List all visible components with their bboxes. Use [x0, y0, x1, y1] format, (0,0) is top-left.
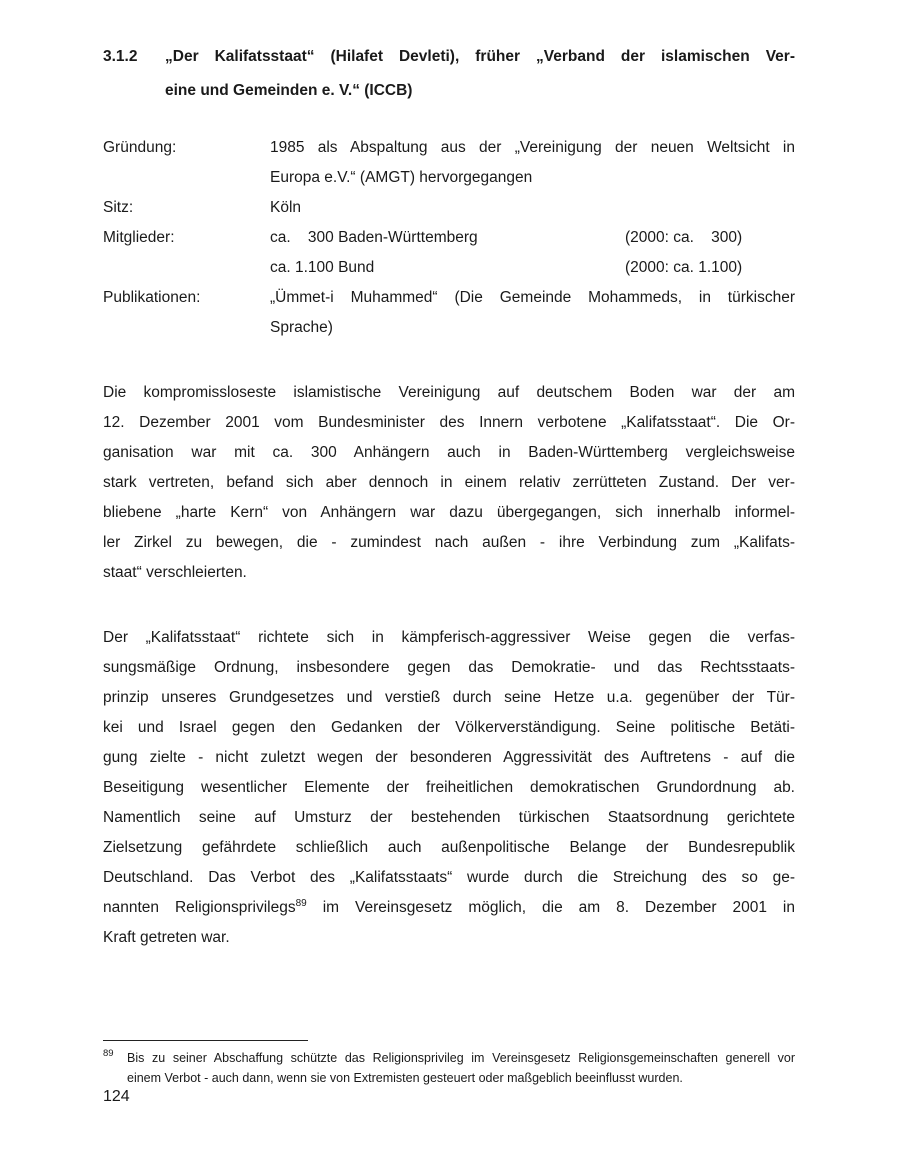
paragraph-line: 12. Dezember 2001 vom Bundesminister des Innern verbotene „Kalifatsstaat“. Die Or-	[103, 414, 795, 431]
paragraph-line: Deutschland. Das Verbot des „Kalifatsstaats“ wurde durch die Streichung des so ge-	[103, 869, 795, 886]
paragraph-line: Kraft getreten war.	[103, 929, 230, 946]
field-value-line: Sprache)	[270, 319, 333, 336]
field-value-gruendung	[270, 133, 795, 193]
footnote-line: Bis zu seiner Abschaffung schützte das Religionsprivileg im Vereinsgesetz Religionsgemeinschaften generell vor	[127, 1051, 795, 1065]
body-paragraph-1	[103, 378, 795, 588]
membership-region-count: ca. 1.100 Bund	[270, 259, 375, 276]
membership-line	[270, 223, 795, 253]
membership-prior-year: (2000: ca. 300)	[625, 229, 743, 246]
footnote	[103, 1048, 795, 1088]
membership-region-count: ca. 300 Baden-Württemberg	[270, 229, 478, 246]
paragraph-line: Namentlich seine auf Umsturz der bestehenden türkischen Staatsordnung gerichtete	[103, 809, 795, 826]
field-label-publikationen: Publikationen:	[103, 289, 201, 306]
heading-line: „Der Kalifatsstaat“ (Hilafet Devleti), früher „Verband der islamischen Ver-	[165, 48, 795, 65]
field-value-line: 1985 als Abspaltung aus der „Vereinigung der neuen Weltsicht in	[270, 139, 795, 156]
paragraph-line: Beseitigung wesentlicher Elemente der freiheitlichen demokratischen Grundordnung ab.	[103, 779, 795, 796]
field-label-gruendung: Gründung:	[103, 139, 177, 156]
paragraph-line: staat“ verschleierten.	[103, 564, 247, 581]
section-heading-text	[165, 40, 795, 108]
paragraph-line: prinzip unseres Grundgesetzes und verstieß durch seine Hetze u.a. gegenüber der Tür-	[103, 689, 795, 706]
field-value-publikationen	[270, 283, 795, 343]
footnote-reference: 89	[295, 897, 307, 909]
footnote-line: einem Verbot - auch dann, wenn sie von Extremisten gesteuert oder maßgeblich beeinflusst wurden.	[127, 1071, 683, 1085]
paragraph-text: nannten Religionsprivilegs	[103, 899, 296, 916]
heading-line: eine und Gemeinden e. V.“ (ICCB)	[165, 82, 413, 99]
field-value-line: Europa e.V.“ (AMGT) hervorgegangen	[270, 169, 533, 186]
paragraph-line: Die kompromissloseste islamistische Vereinigung auf deutschem Boden war der am	[103, 384, 795, 401]
paragraph-line: bliebene „harte Kern“ von Anhängern war dazu übergegangen, sich innerhalb informel-	[103, 504, 795, 521]
fact-row-gruendung	[103, 133, 795, 193]
body-paragraph-2	[103, 623, 795, 953]
section-heading	[103, 40, 795, 108]
field-value-sitz: Köln	[270, 199, 302, 216]
field-value-mitglieder	[270, 223, 795, 283]
footnote-marker: 89	[103, 1048, 114, 1059]
paragraph-line: gung zielte - nicht zuletzt wegen der besonderen Aggressivität des Auftretens - auf die	[103, 749, 795, 766]
membership-prior-year: (2000: ca. 1.100)	[625, 259, 743, 276]
paragraph-line: kei und Israel gegen den Gedanken der Völkerverständigung. Seine politische Betäti-	[103, 719, 795, 736]
fact-row-mitglieder	[103, 223, 795, 283]
paragraph-line: Zielsetzung gefährdete schließlich auch außenpolitische Belange der Bundesrepublik	[103, 839, 795, 856]
paragraph-line-with-footnote-ref	[103, 893, 795, 923]
membership-line	[270, 253, 795, 283]
paragraph-line: ler Zirkel zu bewegen, die - zumindest nach außen - ihre Verbindung zum „Kalifats-	[103, 534, 795, 551]
paragraph-line: ganisation war mit ca. 300 Anhängern auch in Baden-Württemberg vergleichsweise	[103, 444, 795, 461]
field-label-sitz: Sitz:	[103, 199, 134, 216]
paragraph-text: im Vereinsgesetz möglich, die am 8. Dezember 2001 in	[306, 899, 795, 916]
page-number: 124	[103, 1088, 130, 1105]
fact-row-sitz	[103, 193, 795, 223]
field-label-mitglieder: Mitglieder:	[103, 229, 175, 246]
field-value-line: „Ümmet-i Muhammed“ (Die Gemeinde Mohammeds, in türkischer	[270, 289, 795, 306]
paragraph-line: stark vertreten, befand sich aber dennoch in einem relativ zerrütteten Zustand. Der ver-	[103, 474, 795, 491]
paragraph-line: Der „Kalifatsstaat“ richtete sich in kämpferisch-aggressiver Weise gegen die verfas-	[103, 629, 795, 646]
paragraph-line: sungsmäßige Ordnung, insbesondere gegen das Demokratie- und das Rechtsstaats-	[103, 659, 795, 676]
fact-row-publikationen	[103, 283, 795, 343]
footnote-text	[127, 1048, 795, 1088]
section-number: 3.1.2	[103, 48, 138, 65]
fact-sheet	[103, 133, 795, 343]
footnote-divider	[103, 1040, 308, 1041]
